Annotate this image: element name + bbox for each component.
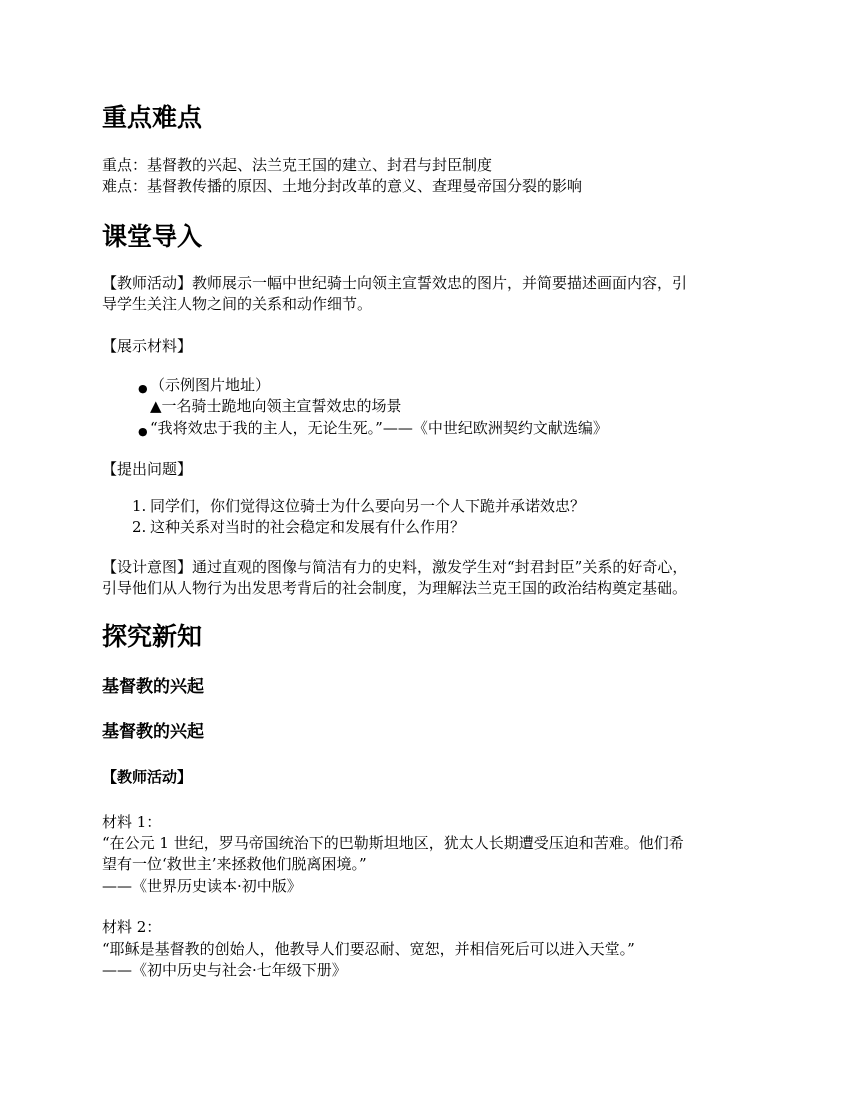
materials-label: 【展示材料】: [102, 337, 193, 355]
teacher-activity-label: 【教师活动】: [102, 768, 193, 786]
intro-heading: 课堂导入: [102, 222, 203, 251]
question-number: 2.: [132, 518, 147, 536]
difficult-points-line: 难点：基督教传播的原因、土地分封改革的意义、查理曼帝国分裂的影响: [102, 177, 583, 195]
bullet-icon: ●: [138, 425, 148, 438]
questions-label: 【提出问题】: [102, 460, 193, 478]
material-source: ——《世界历史读本·初中版》: [102, 877, 302, 895]
design-intent-text-cont: 引导他们从人物行为出发思考背后的社会制度，为理解法兰克王国的政治结构奠定基础。: [102, 579, 688, 597]
teacher-activity-text: 【教师活动】教师展示一幅中世纪骑士向领主宣誓效忠的图片，并简要描述画面内容，引: [102, 274, 688, 292]
material-quote-cont: 望有一位‘救世主’来拯救他们脱离困境。”: [102, 855, 367, 873]
material-label: 材料 2：: [102, 918, 162, 936]
subsection-heading: 基督教的兴起: [102, 722, 204, 742]
material-source: ——《初中历史与社会·七年级下册》: [102, 961, 347, 979]
teacher-activity-text-cont: 导学生关注人物之间的关系和动作细节。: [102, 295, 373, 313]
material-image-placeholder: （示例图片地址）: [150, 376, 271, 394]
material-label: 材料 1：: [102, 813, 162, 831]
key-points-heading: 重点难点: [102, 103, 203, 132]
material-quote: “在公元 1 世纪，罗马帝国统治下的巴勒斯坦地区，犹太人长期遭受压迫和苦难。他们希: [102, 834, 684, 852]
material-image-caption: ▲一名骑士跪地向领主宣誓效忠的场景: [150, 397, 402, 415]
question-text: 同学们，你们觉得这位骑士为什么要向另一个人下跪并承诺效忠？: [150, 497, 586, 515]
subsection-heading: 基督教的兴起: [102, 677, 204, 697]
material-quote: “我将效忠于我的主人，无论生死。”——《中世纪欧洲契约文献选编》: [150, 419, 608, 437]
design-intent-text: 【设计意图】通过直观的图像与简洁有力的史料，激发学生对“封君封臣”关系的好奇心，: [102, 558, 688, 576]
question-number: 1.: [132, 497, 147, 515]
question-text: 这种关系对当时的社会稳定和发展有什么作用？: [150, 518, 466, 536]
explore-heading: 探究新知: [102, 622, 203, 651]
material-quote: “耶稣是基督教的创始人，他教导人们要忍耐、宽恕，并相信死后可以进入天堂。”: [102, 940, 635, 958]
bullet-icon: ●: [138, 382, 148, 395]
key-points-line: 重点：基督教的兴起、法兰克王国的建立、封君与封臣制度: [102, 156, 493, 174]
